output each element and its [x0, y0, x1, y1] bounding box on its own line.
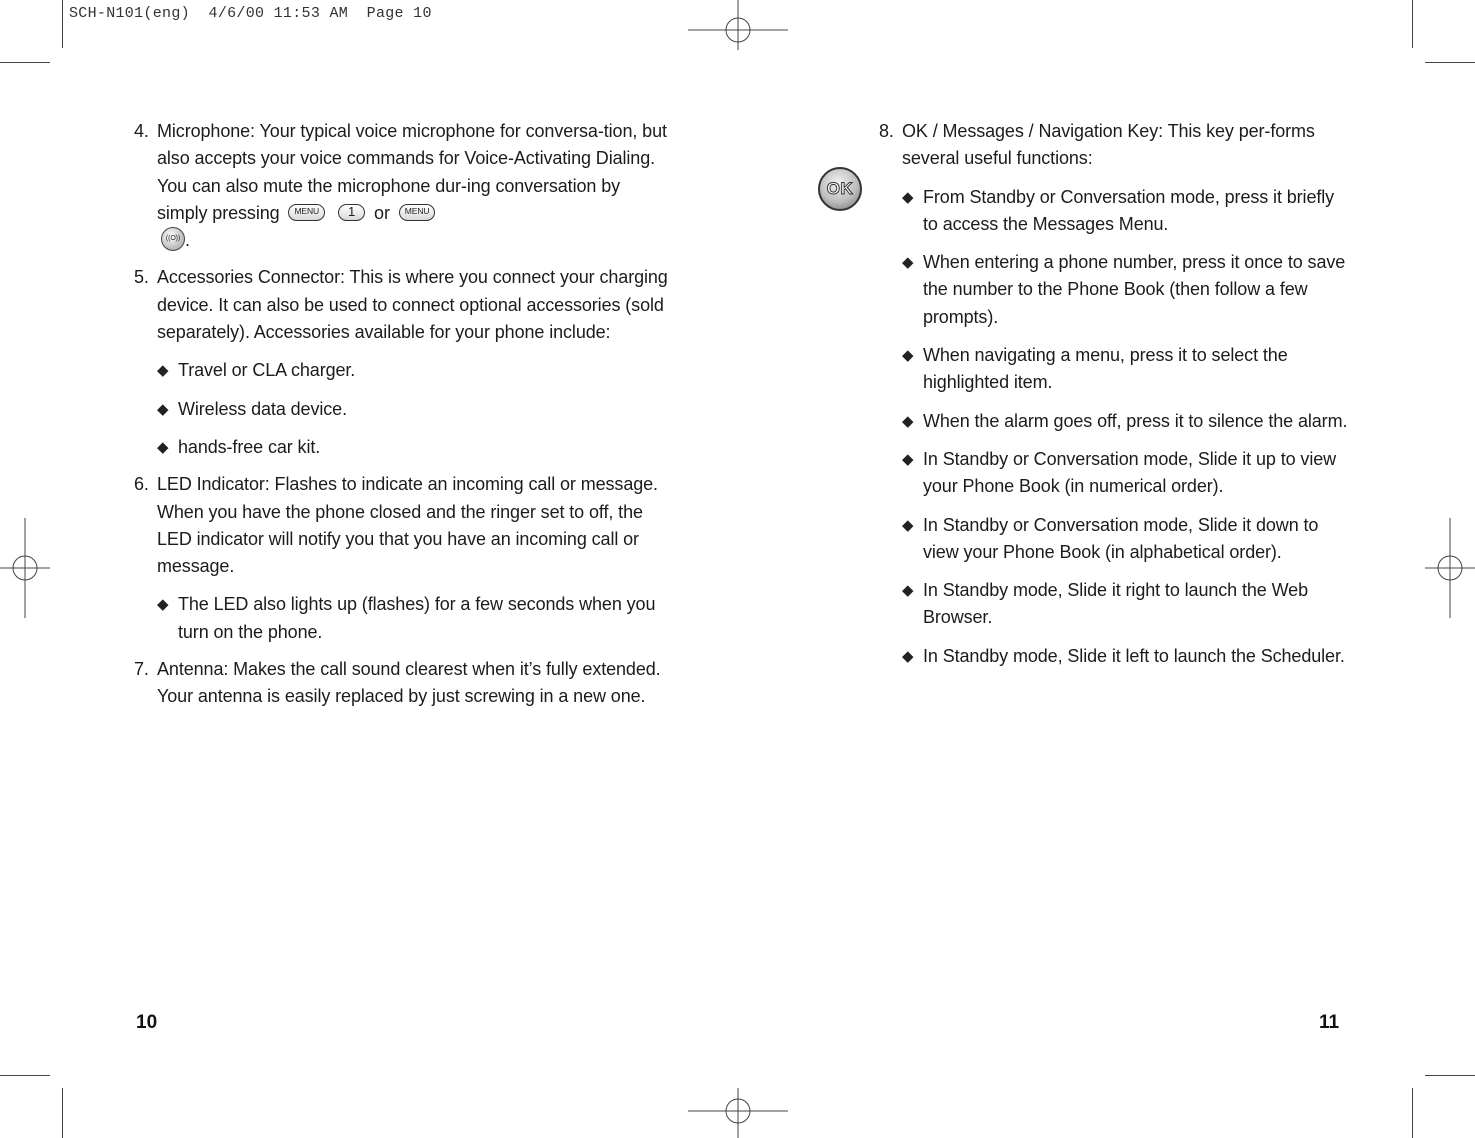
- crop-mark: [62, 0, 63, 48]
- bullet-item: [902, 577, 1349, 632]
- diamond-bullet-icon: ◆: [902, 582, 914, 600]
- item-number: 4.: [134, 121, 149, 141]
- diamond-bullet-icon: ◆: [902, 254, 914, 272]
- item-number: 8.: [879, 121, 894, 141]
- nav-key-icon: ((O)): [161, 227, 185, 251]
- registration-mark-top: [688, 0, 788, 50]
- bullet-text: When entering a phone number, press it once to save the number to the Phone Book (then follow a few prompts).: [923, 252, 1346, 327]
- diamond-bullet-icon: ◆: [157, 362, 169, 380]
- registration-mark-left: [0, 518, 50, 618]
- bullet-text: When the alarm goes off, press it to silence the alarm.: [923, 410, 1348, 431]
- bullet-text: In Standby or Conversation mode, Slide it down to view your Phone Book (in alphabetical order).: [923, 514, 1319, 562]
- bullet-item: [157, 357, 669, 384]
- crop-mark: [1425, 62, 1475, 63]
- diamond-bullet-icon: ◆: [157, 438, 169, 456]
- bullet-item: [902, 643, 1349, 670]
- bullet-text: In Standby mode, Slide it left to launch the Scheduler.: [923, 645, 1345, 666]
- menu-key-icon: MENU: [399, 204, 436, 221]
- diamond-bullet-icon: ◆: [902, 647, 914, 665]
- crop-mark: [1425, 1075, 1475, 1076]
- crop-mark: [1412, 0, 1413, 48]
- bullet-item: [902, 408, 1349, 435]
- crop-mark: [0, 62, 50, 63]
- diamond-bullet-icon: ◆: [902, 412, 914, 430]
- diamond-bullet-icon: ◆: [902, 347, 914, 365]
- list-item-microphone: [134, 118, 669, 254]
- item-number: 7.: [134, 659, 149, 680]
- item-number: 6.: [134, 474, 149, 495]
- registration-mark-right: [1425, 518, 1475, 618]
- item-text: Antenna: Makes the call sound clearest when it’s fully extended. Your antenna is easily replaced by just screwing in a new one.: [157, 659, 661, 707]
- item-text: Accessories Connector: This is where you connect your charging device. It can also be used to connect optional accessories (sold separately). Accessories available for your phone include:: [157, 267, 668, 343]
- bullet-text: The LED also lights up (flashes) for a few seconds when you turn on the phone.: [178, 594, 656, 642]
- bullet-text: When navigating a menu, press it to select the highlighted item.: [923, 345, 1288, 393]
- crop-mark: [62, 1088, 63, 1138]
- item-text-before: Microphone: Your typical voice microphone for conversa-tion, but also accepts your voice commands for Voice-Activating Dialing. You can also mute the microphone dur-ing conversation by simply pressing: [157, 121, 667, 223]
- bullet-item: [902, 446, 1349, 501]
- list-item-led-indicator: [134, 471, 669, 580]
- list-item-ok-navigation-key: [879, 118, 1349, 173]
- bullet-text: In Standby or Conversation mode, Slide it up to view your Phone Book (in numerical order).: [923, 448, 1337, 497]
- bullet-item: [902, 512, 1349, 567]
- bullet-text: Wireless data device.: [178, 398, 347, 419]
- diamond-bullet-icon: ◆: [902, 450, 914, 468]
- list-item-accessories-connector: [134, 264, 669, 346]
- diamond-bullet-icon: ◆: [902, 516, 914, 534]
- item-text: [157, 118, 669, 254]
- item-text-or: or: [374, 202, 390, 223]
- bullet-text: Travel or CLA charger.: [178, 360, 356, 381]
- bullet-item: [902, 184, 1349, 239]
- bullet-text: From Standby or Conversation mode, press it briefly to access the Messages Menu.: [923, 186, 1335, 234]
- print-slug: SCH-N101(eng) 4/6/00 11:53 AM Page 10: [69, 5, 432, 22]
- diamond-bullet-icon: ◆: [157, 596, 169, 614]
- bullet-text: In Standby mode, Slide it right to launch the Web Browser.: [923, 580, 1309, 628]
- bullet-item: [157, 396, 669, 423]
- bullet-item: [157, 434, 669, 461]
- page-number-left: 10: [136, 1012, 158, 1033]
- ok-key-icon: OK: [818, 167, 862, 211]
- bullet-item: [902, 342, 1349, 397]
- menu-key-icon: MENU: [288, 204, 325, 221]
- bullet-text: hands-free car kit.: [178, 436, 321, 457]
- bullet-item: [157, 591, 669, 646]
- crop-mark: [0, 1075, 50, 1076]
- crop-mark: [1412, 1088, 1413, 1138]
- one-key-icon: 1: [338, 204, 365, 221]
- item-text-after: .: [185, 230, 190, 251]
- diamond-bullet-icon: ◆: [902, 188, 914, 206]
- item-text: LED Indicator: Flashes to indicate an incoming call or message. When you have the phone closed and the ringer set to off, the LED indicator will notify you that you have an incoming call or message.: [157, 474, 658, 577]
- page-number-right: 11: [1319, 1012, 1340, 1033]
- item-number: 5.: [134, 267, 149, 288]
- diamond-bullet-icon: ◆: [157, 400, 169, 418]
- right-column: [879, 118, 1349, 670]
- registration-mark-bottom: [688, 1088, 788, 1138]
- item-text: OK / Messages / Navigation Key: This key per-forms several useful functions:: [902, 121, 1315, 169]
- list-item-antenna: [134, 656, 669, 711]
- bullet-item: [902, 249, 1349, 331]
- left-column: [134, 118, 669, 711]
